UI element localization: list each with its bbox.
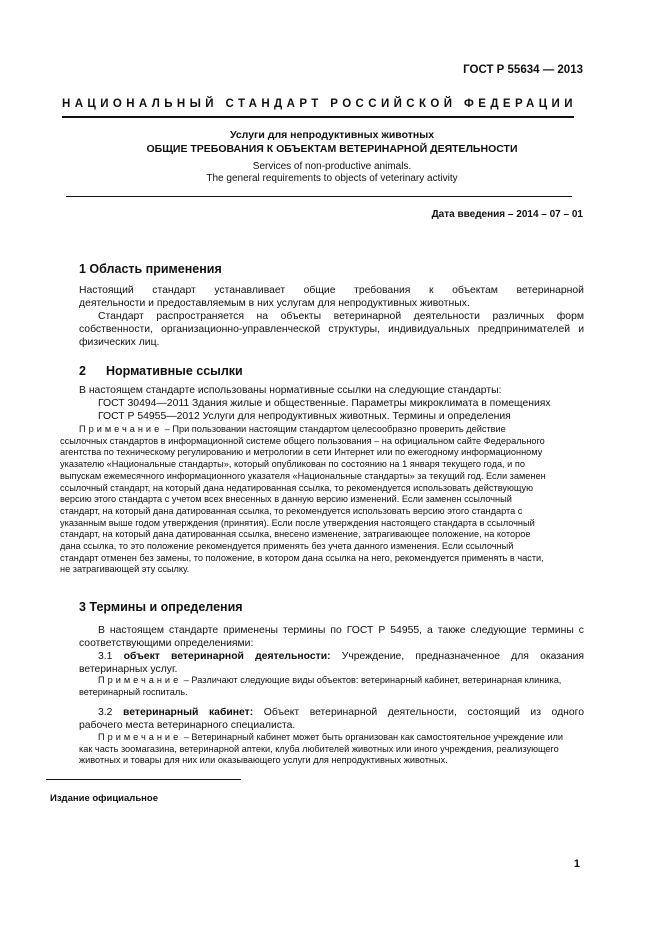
section3-intro-line1: В настоящем стандарте применены термины по ГОСТ Р 54955, а также следующие термины с [98, 625, 584, 636]
section2-note-line2: агентства по техническому регулированию и метрологии в сети Интернет или по ежегодному информационному [60, 447, 543, 458]
term-3-1-term: объект ветеринарной деятельности: [123, 651, 331, 662]
term-3-2-note-line1: Примечание – Ветеринарный кабинет может быть организован как самостоятельное учреждение или [98, 732, 564, 742]
title-ru-line2: ОБЩИЕ ТРЕБОВАНИЯ К ОБЪЕКТАМ ВЕТЕРИНАРНОЙ ДЕЯТЕЛЬНОСТИ [146, 143, 518, 155]
national-standard-banner: НАЦИОНАЛЬНЫЙ СТАНДАРТ РОССИЙСКОЙ ФЕДЕРАЦИИ [62, 98, 577, 110]
section1-p2-line3: физических лиц. [79, 337, 160, 348]
section2-note-line1: ссылочных стандартов в информационной системе общего пользования – на официальном сайте Федерального [60, 435, 545, 446]
term-3-1-def: Учреждение, предназначенное для оказания [341, 651, 585, 662]
section1-p1-line1: Настоящий стандарт устанавливает общие требования к объектам ветеринарной [79, 285, 584, 296]
section2-note-line10: дана ссылка, то это положение рекомендуется применять без учета данного изменения. Если ссылочный [60, 541, 514, 552]
section2-note-line8: указанным выше годом утверждения (принятия). Если после утверждения настоящего стандарта в ссылочный [60, 517, 535, 528]
term-3-1-line1 [79, 650, 584, 663]
section1-heading: 1 Область применения [79, 262, 222, 276]
section2-ref2: ГОСТ Р 54955—2012 Услуги для непродуктивных животных. Термины и определения [98, 411, 511, 422]
section1-body [79, 284, 584, 349]
section2-note-line6: версию этого стандарта с учетом всех внесенных в данную версию изменений. Если заменен ссылочный [60, 494, 512, 505]
footer-rule [46, 779, 241, 780]
title-en-line1: Services of non-productive animals. [252, 161, 412, 172]
term-3-2 [79, 706, 584, 732]
term-3-2-note-line2: как часть зоомагазина, ветеринарной аптеки, клуба любителей животных или иного учреждения, реализующего [79, 743, 559, 754]
section2-heading [79, 364, 243, 378]
section2-note-line9: стандарт, на который дана датированная ссылка, внесено изменение, затрагивающее положение, на которое [60, 529, 531, 540]
section2-note-line5: ссылочный стандарт, на который дана недатированная ссылка, то рекомендуется использовать действующую [60, 482, 534, 493]
section1-p2-line2: собственности, организационно-управленческой структуры, индивидуальных предпринимателей и [79, 324, 584, 335]
date-of-introduction: Дата введения – 2014 – 07 – 01 [431, 209, 583, 220]
section2-note-line11: стандарт отменен без замены, то положение, в котором дана ссылка на него, рекомендуется применять в части, [60, 552, 544, 563]
term-3-2-line1 [79, 706, 584, 719]
edition-label: Издание официальное [50, 793, 158, 804]
title-block [62, 128, 602, 185]
term-3-2-note [79, 732, 584, 767]
section2-note-line12: не затрагивающей эту ссылку. [60, 564, 190, 575]
title-rule [66, 196, 572, 197]
term-3-1-note [79, 675, 584, 698]
section2-note-line0: Примечание – При пользовании настоящим стандартом целесообразно проверить действие [79, 424, 506, 434]
term-3-1-note-line1: Примечание – Различают следующие виды объектов: ветеринарный кабинет, ветеринарная клиника, [98, 675, 562, 685]
section2-heading-num: 2 [79, 364, 86, 378]
term-3-1-num: 3.1 [98, 651, 113, 662]
term-3-2-term: ветеринарный кабинет: [123, 707, 254, 718]
section2-intro: В настоящем стандарте использованы нормативные ссылки на следующие стандарты: [79, 385, 502, 396]
section2-note-label: Примечание [79, 424, 163, 434]
term-3-1-note-label: Примечание [98, 675, 182, 685]
section2-note [60, 424, 584, 576]
term-3-2-def: Объект ветеринарной деятельности, состоящий из одного [263, 707, 585, 718]
header-rule [62, 116, 574, 118]
title-ru-line1: Услуги для непродуктивных животных [229, 129, 435, 141]
section2-note-line4: выпускам ежемесячного информационного указателя «Национальные стандарты» за текущий год. Если заменен [60, 470, 546, 481]
section2-note-line7: стандарт, на который дана датированная ссылка, то рекомендуется использовать версию этого стандарта с [60, 505, 523, 516]
doc-code: ГОСТ Р 55634 — 2013 [463, 64, 583, 76]
page-number: 1 [573, 858, 580, 870]
section3-heading: 3 Термины и определения [79, 600, 243, 614]
section3-intro-line2: соответствующими определениями: [79, 638, 254, 649]
term-3-2-note-label: Примечание [98, 732, 182, 742]
term-3-1-note-line2: ветеринарный госпиталь. [79, 686, 188, 697]
term-3-1-def-line2: ветеринарных услуг. [79, 664, 178, 675]
section2-body [79, 384, 584, 423]
section2-heading-text: Нормативные ссылки [105, 364, 243, 378]
section3-intro [79, 624, 584, 650]
section2-note-line3: указателю «Национальные стандарты», который опубликован по состоянию на 1 января текущего года, и по [60, 459, 525, 470]
section2-ref1: ГОСТ 30494—2011 Здания жилые и общественные. Параметры микроклимата в помещениях [98, 398, 551, 409]
section1-p2-line1: Стандарт распространяется на объекты ветеринарной деятельности различных форм [98, 311, 584, 322]
section1-p1-line2: деятельности и предоставляемым в них услугам для непродуктивных животных. [79, 298, 470, 309]
term-3-2-def-line2: рабочего места ветеринарного специалиста. [79, 720, 296, 731]
term-3-2-num: 3.2 [98, 707, 113, 718]
title-en-line2: The general requirements to objects of veterinary activity [206, 173, 458, 184]
term-3-2-note-line3: животных и товары для них или оказывающего услуги для непродуктивных животных. [79, 755, 448, 766]
term-3-1 [79, 650, 584, 676]
